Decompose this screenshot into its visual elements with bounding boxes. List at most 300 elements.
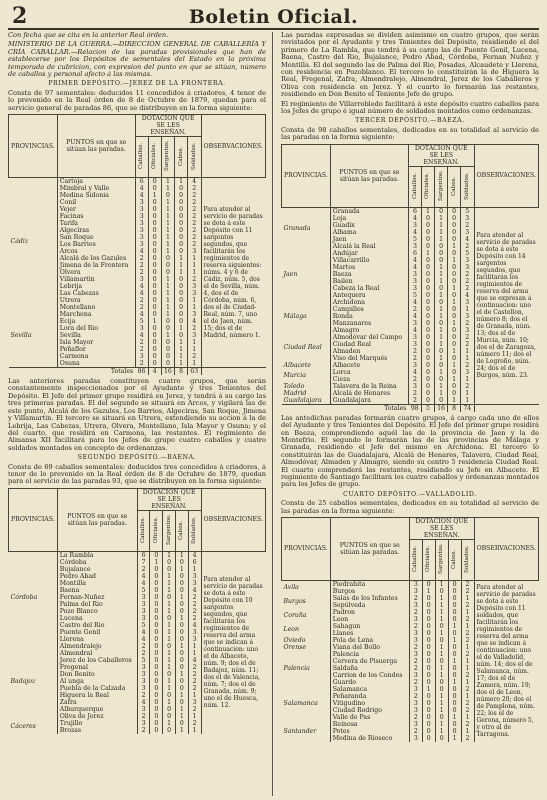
total-cell: 8 xyxy=(175,368,188,376)
point-cell: Alcalá de Henares xyxy=(330,390,408,397)
number-cell: 3 xyxy=(135,206,148,213)
point-cell: Guadalajara xyxy=(330,397,408,405)
table-row xyxy=(9,178,266,186)
number-cell: 1 xyxy=(163,678,176,685)
soldados-header xyxy=(461,166,474,207)
number-cell: 0 xyxy=(161,346,174,353)
number-cell: 2 xyxy=(137,713,150,720)
number-cell: 1 xyxy=(175,269,188,276)
number-cell: 5 xyxy=(408,292,421,299)
page-title: Boletin Oficial. xyxy=(188,6,359,28)
point-cell: Talavera de la Reina xyxy=(330,383,408,390)
number-cell: 1 xyxy=(434,383,447,390)
point-cell: Sepúlveda xyxy=(330,602,409,609)
number-cell: 0 xyxy=(148,276,161,283)
dotacion-header: DOTACION QUE SE LES ENSEÑAN. xyxy=(135,115,201,137)
number-cell: 0 xyxy=(175,234,188,241)
point-cell: Guardo xyxy=(330,679,409,686)
number-cell: 1 xyxy=(175,339,188,346)
number-cell: 2 xyxy=(187,199,201,206)
point-cell: Tarifa xyxy=(57,220,135,227)
number-cell: 1 xyxy=(163,551,176,559)
number-cell: 3 xyxy=(135,276,148,283)
number-cell: 3 xyxy=(408,278,421,285)
cabos-label: Cabos. xyxy=(177,146,184,166)
number-cell: 0 xyxy=(175,332,188,339)
number-cell: 0 xyxy=(175,206,188,213)
depot-2-title: SEGUNDO DEPÓSITO.—BAENA. xyxy=(77,454,197,462)
number-cell: 1 xyxy=(461,665,474,672)
province-cell: Santander xyxy=(282,721,331,742)
depot-1-paragraph: Las anteriores paradas constituyen cuatro grupos, que serán constantemente inspeccionados por el Ayudante y tres Tenientes del Depósito. El Jefe del primer grupo residirá en Jerez, y tendrá á su cargo las tres primeras paradas. El del segundo se situará en Arcos, y vigilará las de este punto, Alcalá de los Gazules, Los Barrios, Algeciras, San Roque, Jimena y Villamartin. El tercero se situará en Utrera, extendiendo su accion á la de Lebrija, Las Cabezas, Utrera, Olvera, Montellano, Isla Mayor y Osuna; y el del cuarto, que residirá en Carmona, las restantes. El regimiento de Almansa XII facilitará para los Jefes de grupo cuatro caballos y cuatro soldados montados en concepto de ordenanzas. xyxy=(8,377,266,452)
number-cell: 0 xyxy=(422,665,435,672)
number-cell: 1 xyxy=(175,643,188,650)
point-cell: Lorca xyxy=(330,369,408,376)
province-cell: Sevilla xyxy=(9,304,58,368)
number-cell: 1 xyxy=(448,299,461,306)
number-cell: 1 xyxy=(448,243,461,250)
number-cell: 0 xyxy=(448,229,461,236)
number-cell: 3 xyxy=(409,616,422,623)
number-cell: 0 xyxy=(435,637,448,644)
number-cell: 1 xyxy=(175,346,188,353)
number-cell: 0 xyxy=(163,615,176,622)
point-cell: Peñaflor xyxy=(57,346,135,353)
number-cell: 0 xyxy=(422,714,435,721)
number-cell: 0 xyxy=(422,278,435,285)
number-cell: 0 xyxy=(422,334,435,341)
number-cell: 2 xyxy=(461,285,474,292)
number-cell: 1 xyxy=(188,566,201,573)
number-cell: 3 xyxy=(137,664,150,671)
caballos-label: Caballos. xyxy=(140,516,147,543)
number-cell: 0 xyxy=(175,318,188,325)
number-cell: 1 xyxy=(163,573,176,580)
number-cell: 1 xyxy=(161,206,174,213)
point-cell: Al unga xyxy=(57,678,137,685)
totals-blank xyxy=(201,368,266,376)
point-cell: Conil xyxy=(57,199,135,206)
province-cell: Orense xyxy=(282,644,331,651)
number-cell: 0 xyxy=(175,199,188,206)
number-cell: 0 xyxy=(148,241,161,248)
number-cell: 4 xyxy=(187,318,201,325)
number-cell: 1 xyxy=(175,255,188,262)
number-cell: 3 xyxy=(409,588,422,595)
number-cell: 2 xyxy=(135,360,148,368)
point-cell: Oliva de Jerez xyxy=(57,713,137,720)
number-cell: 3 xyxy=(408,383,421,390)
point-cell: Jaen xyxy=(330,236,408,243)
number-cell: 0 xyxy=(422,637,435,644)
number-cell: 0 xyxy=(148,297,161,304)
number-cell: 0 xyxy=(422,679,435,686)
number-cell: 3 xyxy=(408,285,421,292)
number-cell: 0 xyxy=(448,672,461,679)
depot-2-paragraph: Las paradas expresadas se dividen asimismo en cuatro grupos, que serán revistados por el Ayudante y tres Tenientes del Depósito, residiendo el del primero de La Rambla, que tendrá á su cargo las de Puente Genil, Lucena, Baena, Castro del Rio, Bujalance, Pedro Abad, Córdoba, Fernan Nuñez y Montilla. El del segundo las de Palma del Rio, Posadas, Alcaudete y Llerena, con residencia en Pozoblanco. El tercero lo constituirán la de Higuera la Real, Fregenal, Zafra, Almendralejo, Almendral, Jerez de los Caballeros y Oliva con residencia en Jerez. Y el cuarto lo formarán las restantes, residiendo en Don Benito el Teniente Jefe de grupo. xyxy=(281,32,539,99)
number-cell: 0 xyxy=(422,735,435,742)
number-cell: 0 xyxy=(448,222,461,229)
province-cell: Ciudad Real xyxy=(282,334,331,362)
number-cell: 0 xyxy=(448,693,461,700)
number-cell: 0 xyxy=(448,271,461,278)
number-cell: 4 xyxy=(187,178,201,186)
number-cell: 4 xyxy=(135,311,148,318)
number-cell: 0 xyxy=(148,185,161,192)
number-cell: 1 xyxy=(188,692,201,699)
number-cell: 0 xyxy=(434,250,447,257)
number-cell: 1 xyxy=(434,271,447,278)
number-cell: 1 xyxy=(434,229,447,236)
number-cell: 3 xyxy=(137,671,150,678)
number-cell: 1 xyxy=(187,297,201,304)
point-cell: Fernan-Nuñez xyxy=(57,594,137,601)
depot-4-title: CUARTO DEPÓSITO.—VALLADOLID. xyxy=(343,490,477,498)
point-cell: Alcalá de los Gazules xyxy=(57,255,135,262)
number-cell: 1 xyxy=(161,227,174,234)
point-cell: Potes xyxy=(330,728,409,735)
point-cell: Pedro Abad xyxy=(57,573,137,580)
soldados-label: Soldados. xyxy=(464,545,471,573)
number-cell: 6 xyxy=(188,559,201,566)
province-cell: Oviedo xyxy=(282,637,331,644)
number-cell: 1 xyxy=(175,713,188,720)
number-cell: 0 xyxy=(448,602,461,609)
number-cell: 6 xyxy=(135,178,148,186)
province-cell: Madrid xyxy=(282,390,331,397)
number-cell: 0 xyxy=(148,234,161,241)
number-cell: 0 xyxy=(448,292,461,299)
number-cell: 0 xyxy=(422,397,435,405)
number-cell: 2 xyxy=(135,269,148,276)
point-cell: Algeciras xyxy=(57,227,135,234)
number-cell: 3 xyxy=(461,299,474,306)
number-cell: 5 xyxy=(137,622,150,629)
cabos-header xyxy=(175,137,188,178)
number-cell: 1 xyxy=(422,588,435,595)
number-cell: 0 xyxy=(175,185,188,192)
number-cell: 0 xyxy=(422,355,435,362)
left-column xyxy=(8,32,266,796)
number-cell: 0 xyxy=(150,551,163,559)
cabos-header xyxy=(448,166,461,207)
number-cell: 0 xyxy=(175,608,188,615)
number-cell: 4 xyxy=(137,636,150,643)
number-cell: 2 xyxy=(408,397,421,405)
point-cell: Ecija xyxy=(57,318,135,325)
province-cell: Granada xyxy=(282,207,331,250)
observaciones-cell: Para atender al servicio de paradas se dota á este Depósito con 14 sargentos segundos, que facilitarán los regimientos de reserva del arma que se expresan á continuacion: uno el de Castellon, número 8; dos el de Granada, núm. 13; dos el de Murcia, núm. 10; dos el de Zaragoza, número 11; dos el de Logroño, núm. 24; dos el de Burgos, núm. 23. xyxy=(476,232,536,380)
number-cell: 1 xyxy=(461,348,474,355)
total-cell: 4 xyxy=(148,368,161,376)
cabos-label: Cabos. xyxy=(451,549,458,569)
number-cell: 0 xyxy=(175,664,188,671)
number-cell: 1 xyxy=(448,397,461,405)
number-cell: 2 xyxy=(461,362,474,369)
number-cell: 2 xyxy=(187,220,201,227)
number-cell: 1 xyxy=(435,602,448,609)
oficiales-header xyxy=(150,510,163,551)
number-cell: 1 xyxy=(434,236,447,243)
number-cell: 2 xyxy=(461,707,474,714)
number-cell: 3 xyxy=(187,290,201,297)
table-2 xyxy=(8,488,266,734)
point-cell: Los Barrios xyxy=(57,241,135,248)
cabos-header xyxy=(448,539,461,580)
number-cell: 2 xyxy=(187,227,201,234)
number-cell: 4 xyxy=(135,248,148,255)
total-cell: 16 xyxy=(161,368,174,376)
number-cell: 1 xyxy=(435,693,448,700)
number-cell: 0 xyxy=(422,644,435,651)
number-cell: 3 xyxy=(409,735,422,742)
number-cell: 0 xyxy=(150,594,163,601)
number-cell: 1 xyxy=(461,623,474,630)
point-cell: Albacete xyxy=(330,362,408,369)
number-cell: 0 xyxy=(161,269,174,276)
number-cell: 3 xyxy=(188,636,201,643)
number-cell: 3 xyxy=(188,573,201,580)
number-cell: 0 xyxy=(175,304,188,311)
point-cell: Bailen xyxy=(330,278,408,285)
number-cell: 0 xyxy=(148,325,161,332)
number-cell: 1 xyxy=(163,699,176,706)
number-cell: 3 xyxy=(187,311,201,318)
number-cell: 4 xyxy=(408,313,421,320)
ministry-heading: MINISTERIO DE LA GUERRA.—DIRECCION GENERAL DE CABALLERÍA Y CRÍA CABALLAR.—Relacion de las paradas provisionales que han de establecerse por los Depósitos de sementales del Estado en la próxima temporada de cubricion, con expresion del punto en que se sitúan, número de caballos y personal afecto á las mismas. xyxy=(8,40,266,79)
number-cell: 2 xyxy=(408,355,421,362)
number-cell: 0 xyxy=(148,360,161,368)
number-cell: 4 xyxy=(137,629,150,636)
number-cell: 0 xyxy=(434,320,447,327)
number-cell: 5 xyxy=(408,236,421,243)
number-cell: 0 xyxy=(175,587,188,594)
number-cell: 1 xyxy=(434,327,447,334)
point-cell: Almaden xyxy=(330,348,408,355)
point-cell: Vitigudino xyxy=(330,700,409,707)
province-cell: Salamanca xyxy=(282,686,331,721)
soldados-header xyxy=(188,510,201,551)
number-cell: 1 xyxy=(161,185,174,192)
number-cell: 3 xyxy=(135,234,148,241)
number-cell: 3 xyxy=(137,615,150,622)
number-cell: 2 xyxy=(188,608,201,615)
dotacion-table xyxy=(8,488,266,734)
number-cell: 0 xyxy=(422,707,435,714)
number-cell: 0 xyxy=(148,353,161,360)
number-cell: 0 xyxy=(448,686,461,693)
number-cell: 1 xyxy=(175,692,188,699)
number-cell: 0 xyxy=(448,580,461,588)
number-cell: 1 xyxy=(163,622,176,629)
number-cell: 1 xyxy=(434,264,447,271)
number-cell: 2 xyxy=(461,637,474,644)
number-cell: 2 xyxy=(461,320,474,327)
number-cell: 1 xyxy=(435,672,448,679)
number-cell: 2 xyxy=(188,594,201,601)
number-cell: 0 xyxy=(150,671,163,678)
number-cell: 0 xyxy=(175,220,188,227)
number-cell: 2 xyxy=(408,390,421,397)
number-cell: 2 xyxy=(461,651,474,658)
number-cell: 3 xyxy=(187,332,201,339)
oficiales-label: Oficiales. xyxy=(151,142,158,170)
point-cell: Córdoba xyxy=(57,559,137,566)
point-cell: Bujalance xyxy=(57,566,137,573)
number-cell: 3 xyxy=(135,353,148,360)
number-cell: 3 xyxy=(135,213,148,220)
totals-label: Totales xyxy=(282,404,409,412)
number-cell: 4 xyxy=(137,580,150,587)
point-cell: Osuna xyxy=(57,360,135,368)
number-cell: 0 xyxy=(448,278,461,285)
point-cell: Almendralejo xyxy=(57,643,137,650)
number-cell: 3 xyxy=(409,672,422,679)
provincias-header: PROVINCIAS. xyxy=(282,144,331,207)
number-cell: 0 xyxy=(422,609,435,616)
number-cell: 2 xyxy=(409,609,422,616)
point-cell: Don Benito xyxy=(57,671,137,678)
number-cell: 4 xyxy=(137,573,150,580)
point-cell: Martos xyxy=(330,264,408,271)
number-cell: 3 xyxy=(409,721,422,728)
number-cell: 0 xyxy=(448,313,461,320)
depot-3-title: TERCER DEPÓSITO.—BAEZA. xyxy=(355,117,465,125)
number-cell: 1 xyxy=(188,727,201,734)
number-cell: 3 xyxy=(135,220,148,227)
point-cell: Palencia xyxy=(330,651,409,658)
number-cell: 2 xyxy=(187,353,201,360)
number-cell: 1 xyxy=(163,720,176,727)
number-cell: 0 xyxy=(175,283,188,290)
cabos-label: Cabos. xyxy=(450,176,457,196)
number-cell: 2 xyxy=(408,376,421,383)
point-cell: Pola de Lena xyxy=(330,637,409,644)
number-cell: 0 xyxy=(434,207,447,215)
number-cell: 1 xyxy=(448,285,461,292)
number-cell: 0 xyxy=(434,285,447,292)
number-cell: 0 xyxy=(148,213,161,220)
number-cell: 0 xyxy=(422,257,435,264)
number-cell: 1 xyxy=(461,693,474,700)
number-cell: 0 xyxy=(175,678,188,685)
number-cell: 0 xyxy=(448,609,461,616)
number-cell: 3 xyxy=(137,594,150,601)
number-cell: 1 xyxy=(461,728,474,735)
number-cell: 1 xyxy=(175,178,188,186)
number-cell: 0 xyxy=(148,290,161,297)
number-cell: 1 xyxy=(187,346,201,353)
cabos-label: Cabos. xyxy=(178,520,185,540)
number-cell: 3 xyxy=(188,629,201,636)
number-cell: 1 xyxy=(461,397,474,405)
puntos-header: PUNTOS en que se sitúan las paradas. xyxy=(330,517,409,580)
point-cell: Jimena de la Frontera xyxy=(57,262,135,269)
number-cell: 2 xyxy=(188,664,201,671)
number-cell: 0 xyxy=(175,290,188,297)
oficiales-label: Oficiales. xyxy=(424,172,431,199)
number-cell: 0 xyxy=(150,713,163,720)
number-cell: 1 xyxy=(461,658,474,665)
number-cell: 1 xyxy=(163,664,176,671)
province-cell: Guadalajara xyxy=(282,397,331,405)
number-cell: 5 xyxy=(137,657,150,664)
number-cell: 4 xyxy=(408,215,421,222)
number-cell: 0 xyxy=(163,643,176,650)
point-cell: Medina de Rioseco xyxy=(330,735,409,742)
point-cell: Granada xyxy=(330,207,408,215)
number-cell: 0 xyxy=(448,383,461,390)
number-cell: 1 xyxy=(175,615,188,622)
number-cell: 2 xyxy=(188,685,201,692)
number-cell: 3 xyxy=(187,248,201,255)
number-cell: 0 xyxy=(422,700,435,707)
point-cell: Isla Mayor xyxy=(57,339,135,346)
number-cell: 0 xyxy=(161,360,174,368)
number-cell: 3 xyxy=(461,369,474,376)
number-cell: 4 xyxy=(188,657,201,664)
point-cell: Montellano xyxy=(57,304,135,311)
number-cell: 0 xyxy=(422,327,435,334)
number-cell: 0 xyxy=(434,257,447,264)
sargentos-header xyxy=(161,137,174,178)
sargentos-label: Sargentos. xyxy=(165,514,172,546)
point-cell: Almendral xyxy=(57,650,137,657)
number-cell: 0 xyxy=(434,243,447,250)
number-cell: 0 xyxy=(422,348,435,355)
point-cell: Viso del Marqués xyxy=(330,355,408,362)
number-cell: 0 xyxy=(150,615,163,622)
province-cell: Avila xyxy=(282,580,331,595)
number-cell: 5 xyxy=(461,207,474,215)
total-cell: 8 xyxy=(448,404,461,412)
number-cell: 1 xyxy=(461,390,474,397)
number-cell: 0 xyxy=(150,699,163,706)
number-cell: 3 xyxy=(409,686,422,693)
number-cell: 1 xyxy=(187,269,201,276)
number-cell: 3 xyxy=(409,602,422,609)
soldados-label: Soldados. xyxy=(463,171,470,200)
number-cell: 0 xyxy=(422,306,435,313)
table-header-row xyxy=(9,115,266,137)
number-cell: 0 xyxy=(422,693,435,700)
number-cell: 3 xyxy=(408,271,421,278)
table-4 xyxy=(281,517,539,742)
number-cell: 1 xyxy=(161,283,174,290)
number-cell: 1 xyxy=(461,609,474,616)
number-cell: 2 xyxy=(461,700,474,707)
point-cell: Medina Sidonia xyxy=(57,192,135,199)
number-cell: 0 xyxy=(161,339,174,346)
number-cell: 0 xyxy=(448,616,461,623)
number-cell: 0 xyxy=(175,699,188,706)
point-cell: Higuera la Real xyxy=(57,692,137,699)
number-cell: 2 xyxy=(188,601,201,608)
number-cell: 0 xyxy=(163,713,176,720)
point-cell: Lora del Rio xyxy=(57,325,135,332)
totals-row xyxy=(282,404,539,412)
number-cell: 2 xyxy=(135,339,148,346)
number-cell: 0 xyxy=(448,390,461,397)
number-cell: 0 xyxy=(448,306,461,313)
number-cell: 1 xyxy=(148,192,161,199)
number-cell: 0 xyxy=(175,241,188,248)
number-cell: 1 xyxy=(461,376,474,383)
number-cell: 1 xyxy=(461,644,474,651)
number-cell: 1 xyxy=(435,644,448,651)
number-cell: 0 xyxy=(150,692,163,699)
caballos-header xyxy=(408,166,421,207)
